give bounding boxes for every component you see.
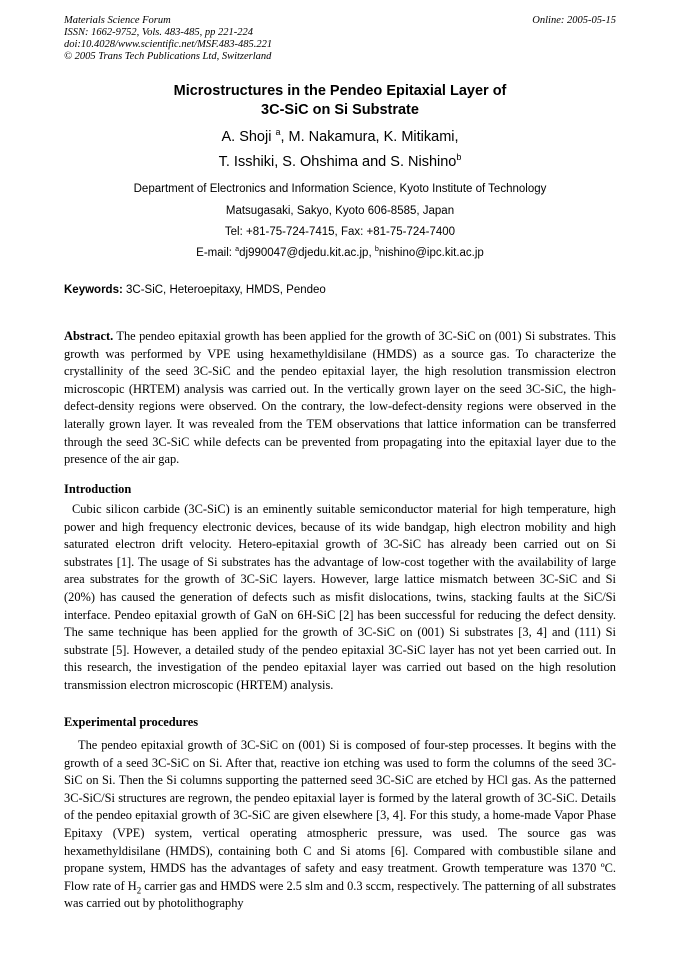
affiliation-phone: Tel: +81-75-724-7415, Fax: +81-75-724-7400 xyxy=(224,226,456,238)
title-line-2: 3C-SiC on Si Substrate xyxy=(261,102,419,118)
author-text: T. Isshiki, S. Ohshima and S. Nishino xyxy=(218,154,457,170)
author-text: A. Shoji xyxy=(221,129,276,145)
authors-line-1 xyxy=(64,129,616,145)
abstract-text: The pendeo epitaxial growth has been applied for the growth of 3C-SiC on (001) Si substrates. This growth was performed by VPE using hexamethyldisilane (HMDS) as a source gas. To characterize the crystallinity of the seed 3C-SiC and the pendeo epitaxial layer, the high resolution transmission electron microscopic (HRTEM) analysis was carried out. In the vertically grown layer on the seed 3C-SiC, the high-defect-density regions were observed. On the contrary, the low-defect-density regions were observed in the laterally grown layer. It was revealed from the TEM observations that lattice information can be transferred through the seed 3C-SiC while defects can be prevented from propagating into the epitaxial layer due to the presence of the air gap. xyxy=(64,329,616,467)
journal-name: Materials Science Forum xyxy=(64,15,171,26)
author-text: , M. Nakamura, K. Mitikami, xyxy=(280,129,459,145)
keywords xyxy=(64,284,326,296)
subscript: 2 xyxy=(136,885,142,896)
email-superscript: b xyxy=(374,245,379,254)
experimental-text: carrier gas and HMDS were 2.5 slm and 0.3 sccm, respectively. The patterning of all substrates was carried out by photolithography xyxy=(64,878,617,911)
experimental-heading: Experimental procedures xyxy=(64,715,199,729)
affiliation-address: Matsugasaki, Sakyo, Kyoto 606-8585, Japan xyxy=(225,205,455,217)
keywords-text: 3C-SiC, Heteroepitaxy, HMDS, Pendeo xyxy=(122,284,326,296)
author-superscript: b xyxy=(456,152,462,163)
online-date: Online: 2005-05-15 xyxy=(532,15,616,26)
abstract xyxy=(64,328,616,469)
affiliation-department: Department of Electronics and Information Science, Kyoto Institute of Technology xyxy=(133,183,547,195)
author-superscript: a xyxy=(275,127,281,138)
introduction-body xyxy=(64,501,616,695)
doi-line: doi:10.4028/www.scientific.net/MSF.483-485.221 xyxy=(64,39,273,50)
paper-title xyxy=(64,82,616,120)
abstract-label: Abstract. xyxy=(64,329,114,343)
issn-line: ISSN: 1662-9752, Vols. 483-485, pp 221-224 xyxy=(64,27,253,38)
page-header xyxy=(64,15,616,63)
email-superscript: a xyxy=(235,245,240,254)
affiliation-email xyxy=(64,247,616,259)
introduction-heading: Introduction xyxy=(64,482,132,496)
authors-line-2 xyxy=(64,154,616,170)
experimental-text: The pendeo epitaxial growth of 3C-SiC on (001) Si is composed of four-step processes. It begins with the growth of a seed 3C-SiC on Si. After that, reactive ion etching was used to form the columns of the seed 3C-SiC on Si. Then the Si columns supporting the patterned seed 3C-SiC are etched by HCl gas. As the patterned 3C-SiC/Si structures are regrown, the pendeo epitaxial layer is formed by the lateral growth of 3C-SiC. Details of the pendeo epitaxial growth of 3C-SiC are given elsewhere [3, 4]. For this study, a home-made Vapor Phase Epitaxy (VPE) system, vertical operating atmospheric pressure, was used. The source gas was hexamethyldisilane (HMDS), containing both C and Si atoms [6]. Compared with combustible silane and propane system, HMDS has the advantages of safety and easy treatment. Growth temperature was 1370 ºC. Flow rate of H xyxy=(64,738,616,893)
keywords-label: Keywords: xyxy=(64,284,123,296)
email-label: E-mail: xyxy=(196,247,236,259)
copyright-line: © 2005 Trans Tech Publications Ltd, Switzerland xyxy=(64,51,272,62)
title-line-1: Microstructures in the Pendeo Epitaxial Layer of xyxy=(173,83,507,99)
email-address: nishino@ipc.kit.ac.jp xyxy=(378,247,484,259)
introduction-text: Cubic silicon carbide (3C-SiC) is an eminently suitable semiconductor material for high temperature, high power and high frequency electronic devices, because of its wide bandgap, high electron mobility and high saturated electron drift velocity. Hetero-epitaxial growth of 3C-SiC has already been carried out on Si substrates [1]. The usage of Si substrates has the advantage of low-cost together with the availability of large area substrates for the growth of 3C-SiC layers. However, large lattice mismatch between 3C-SiC and Si (20%) has caused the generation of defects such as misfit dislocations, twins, stacking faults at the SiC/Si interface. Pendeo epitaxial growth of GaN on 6H-SiC [2] has been successful for reducing the defect density. The same technique has been applied for the growth of 3C-SiC on (001) Si substrates [3, 4] and (111) Si substrate [5]. However, a detailed study of the pendeo epitaxial 3C-SiC layer has not yet been carried out. In this research, the investigation of the pendeo epitaxial layer was carried out based on the high resolution transmission electron microscopic (HRTEM) analysis. xyxy=(64,502,616,692)
email-address: dj990047@djedu.kit.ac.jp, xyxy=(239,247,375,259)
experimental-body xyxy=(64,737,616,913)
